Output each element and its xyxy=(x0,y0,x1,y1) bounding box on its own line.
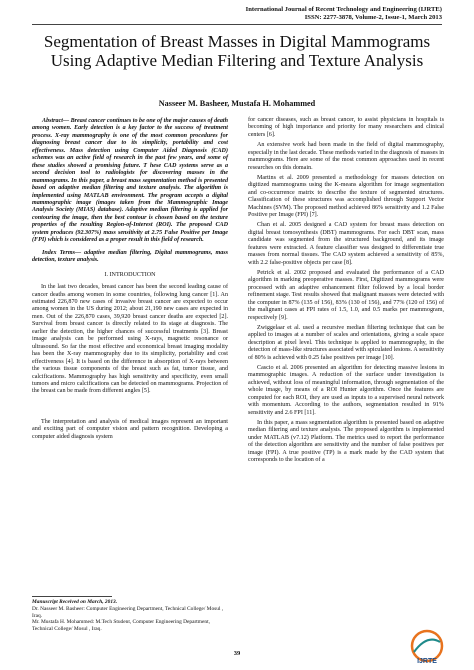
abstract-text: Abstract— Breast cancer continues to be one of the major causes of death among women. Early detection is a key factor to the success of treatment process. X-ray mammography is one of the most common procedures for diagnosing breast cancer due to its simplicity, portability and cost effectiveness. Mass detection using Computer Aided Diagnosis (CAD) schemes was an active field of research in the past few years, and some of these studies showed a promising future. T hese CAD systems serve as a second decision tool to radiologists for discovering masses in the mammograms. In this paper, a breast mass segmentation method is presented based on adaptive median filtering and texture analysis. The algorithm is implemented using MATLAB environment. The program accepts a digital mammographic image (images taken from the Mammographic Image Analysis Society (MIAS) database). Adaptive median filtering is applied for contouring the image, then the best contour is chosen based on the texture properties of the resulting Region-of-Interest (ROI). The proposed CAD system produces (92.307%) mass sensitivity at 2.75 False Positive per Image (FPI) which is considered as a proper result in this field of research. xyxy=(32,118,228,244)
right-paragraph-8: In this paper, a mass segmentation algorithm is presented based on adaptive median filtering and texture analysis. The proposed algorithm is implemented under MATLAB (v7.12) Platform. The metrics used to report the performance of the detection algorithm are sensitivity and the number of false positives per image (FPI). A true positive (TP) is a mark made by the CAD system that corresponds to the location of a xyxy=(248,419,444,464)
right-paragraph-4: Chan et al. 2005 designed a CAD system for breast mass detection on digital breast tomosynthesis (DBT) mammograms. For each DBT scan, mass candidate was segmented from the structured background, and its image features were extracted. A feature classifier was designed to differentiate true masses from normal tissues. The CAD system achieved a sensitivity of 85%, with 2.2 false-positive objects per case [8]. xyxy=(248,222,444,266)
logo-ring-orange xyxy=(412,631,442,661)
journal-issn: ISSN: 2277-3878, Volume-2, Issue-1, March 2013 xyxy=(304,14,442,21)
right-paragraph-6: Zwiggelaar et al. used a recursive median filtering technique that can be applied to images at a number of scales and orientations, giving a scale space description at pixel level. This technique is applied to mammography, in the detection of mass-like structures associated with spiculated lesions. A sensitivity of 80% is achieved with 0.25 false positives per image [10]. xyxy=(248,324,444,361)
journal-logo xyxy=(402,628,452,668)
right-paragraph-5: Petrick et al. 2002 proposed and evaluated the performance of a CAD algorithm in marking preoperative masses. First, Digitized mammograms were processed with an adaptive enhancement filter followed by a local border refinement stage. Test results showed that malignant masses were detected with the computer in 87% (135 of 156), 83% (130 of 156), and 77% (120 of 156) of the malignant cases at FPI rates of 1.5, 1.0, and 0.5 marks per mammogram, respectively [9]. xyxy=(248,269,444,321)
right-paragraph-3: Martins et al. 2009 presented a methodology for masses detection on digitized mammograms using the K-means algorithm for image segmentation and co-occurrence matrix to describe the texture of segmented structures. Classification of these structures was accomplished through Support Vector Machines (SVM). The proposed method achieved 86% sensitivity and 1.2 False Positive per Image (FPI) [7]. xyxy=(248,174,444,219)
header-rule xyxy=(32,24,442,25)
left-column xyxy=(32,118,228,444)
index-terms xyxy=(32,250,228,265)
paper-title: Segmentation of Breast Masses in Digital Mammograms Using Adaptive Median Filtering and Texture Analysis xyxy=(43,32,431,70)
footnote-author-1: Dr. Nasseer M. Basheer: Computer Engineering Department, Technical College/ Mosul , Iraq. xyxy=(32,605,224,619)
intro-paragraph-1: In the last two decades, breast cancer has been the second leading cause of cancer deaths among women in some countries, following lung cancer [1]. An estimated 226,870 new cases of invasive breast cancer are expected to occur among women in the US during 2012; about 21,190 new cases are expected in men. Out of the 226,870 cases, 39,920 breast cancer deaths are expected [2]. Survival from breast cancer is directly related to its stage at diagnosis. The earlier the detection, the higher chances of successful treatments [3]. Breast image analysis can be performed using X-rays, magnetic resonance or ultrasound. So far the most effective and economical breast imaging modality has been the X-ray mammography due to its simplicity, portability and cost effectiveness [4]. It is based on the difference in absorption of X-rays between the various tissue components of the breast such as fat, tumor tissue, and calcifications. Mammography has high sensitivity and specificity, even small tumors and micro calcifications can be detected on mammograms. Projection of the breast can be made from different angles [5]. xyxy=(32,284,228,395)
paper-authors: Nasseer M. Basheer, Mustafa H. Mohammed xyxy=(158,99,316,108)
journal-name: International Journal of Recent Technology and Engineering (IJRTE) xyxy=(245,6,442,13)
right-paragraph-7: Cascio et al. 2006 presented an algorithm for detecting massive lesions in mammographic images. A reduction of the surface under investigation is achieved, without loss of meaningful information, through segmentation of the whole image, by means of a ROI Hunter algorithm. Once the features are computed for each ROI, they are used as inputs to a supervised neural network with momentum. According to the authors, segmentation resulted in 91% sensitivity and 2.6 FPI [11]. xyxy=(248,364,444,416)
index-terms-text: Index Terms— adaptive median filtering, Digital mammograms, mass detection, texture analysis. xyxy=(32,249,228,264)
page-number: 39 xyxy=(233,650,241,657)
right-paragraph-2: An extensive work had been made in the field of digital mammography, especially in the last decade. These methods varied in the diagnosis of masses in mammograms. Here are some of the most common approaches used in recent researches on this domain. xyxy=(248,142,444,171)
abstract xyxy=(32,118,228,245)
journal-header xyxy=(246,6,442,22)
logo-swoosh-teal xyxy=(414,640,440,652)
intro-paragraph-2: The interpretation and analysis of medical images represent an important and exciting part of computer vision and pattern recognition. Developing a computer aided diagnosis system xyxy=(32,418,228,440)
footnote-author-2: Mr. Mustafa H. Mohammed: M.Tech Student, Computer Engineering Department, Technical College/ Mosul , Iraq. xyxy=(32,619,210,633)
logo-text: IJRTE xyxy=(417,658,437,665)
right-column xyxy=(248,117,444,467)
section-heading-introduction: I. INTRODUCTION xyxy=(104,271,156,278)
footnotes xyxy=(32,592,228,633)
right-paragraph-1: for cancer diseases, such as breast cancer, to assist physicians in hospitals is becoming of high importance and priority for many researchers and clinical centers [6]. xyxy=(248,117,444,138)
footnote-rule xyxy=(32,596,112,597)
footnote-received: Manuscript Received on March, 2013. xyxy=(32,599,118,605)
